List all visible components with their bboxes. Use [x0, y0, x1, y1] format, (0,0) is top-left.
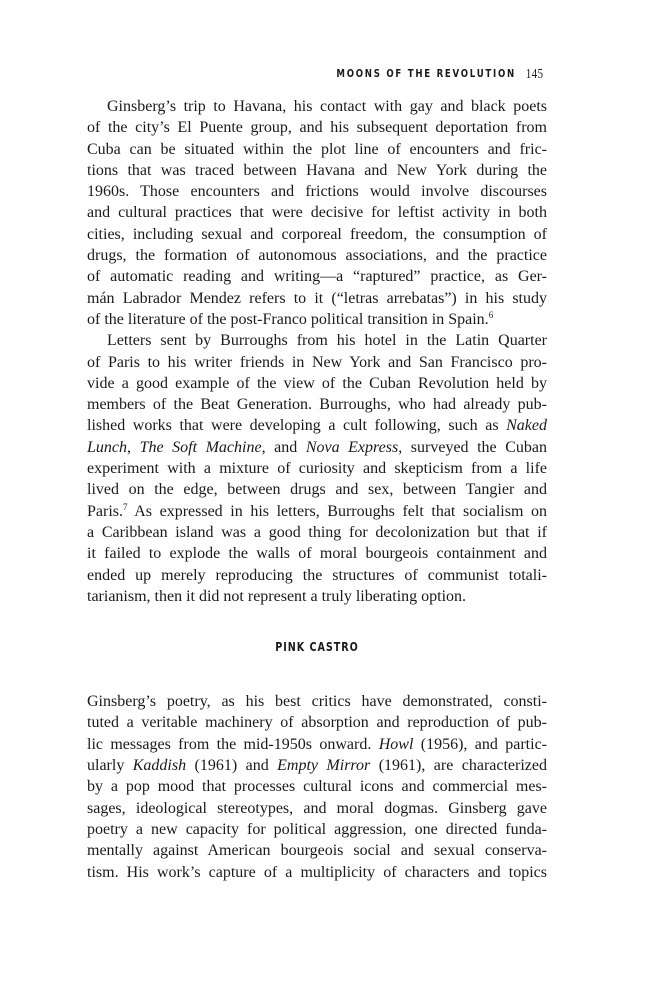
text-line — [87, 437, 547, 458]
italic-title: The Soft Machine — [139, 438, 262, 456]
text-line: Ginsberg’s trip to Havana, his contact with gay and black poets — [107, 98, 547, 115]
text-run: (1961) and — [186, 757, 278, 775]
text-line: by a pop mood that processes cultural icons and commercial mes- — [87, 778, 547, 796]
text-line — [87, 501, 547, 522]
text-run: , — [127, 438, 140, 456]
text-line: sages, ideological stereotypes, and moral dogmas. Ginsberg gave — [87, 799, 547, 817]
text-line: lived on the edge, between drugs and sex, between Tangier and — [87, 481, 547, 499]
text-line: mentally against American bourgeois social and sexual conserva- — [87, 842, 547, 860]
text-line: a Caribbean island was a good thing for decolonization but that if — [87, 523, 547, 541]
text-run: of the literature of the post-Franco political transition in Spain. — [87, 310, 489, 328]
text-line: Letters sent by Burroughs from his hotel in the Latin Quarter — [107, 332, 547, 350]
text-line: tism. His work’s capture of a multiplicity of characters and topics — [87, 863, 547, 881]
paragraph-3 — [87, 691, 547, 883]
italic-title: Nova Express — [305, 438, 399, 456]
text-line: tions that was traced between Havana and New York during the — [87, 161, 547, 179]
text-run: Paris. — [87, 502, 123, 520]
text-line — [87, 734, 547, 755]
text-line: vide a good example of the view of the Cuban Revolution held by — [87, 374, 547, 392]
text-line: mán Labrador Mendez refers to it (“letras arrebatas”) in his study — [87, 289, 547, 307]
italic-title: Empty Mirror — [277, 757, 371, 775]
text-line: poetry a new capacity for political aggression, one directed funda- — [87, 820, 547, 838]
footnote-ref-7: 7 — [123, 501, 128, 512]
text-line — [87, 415, 547, 436]
text-run: As expressed in his letters, Burroughs felt that socialism on — [127, 502, 547, 520]
page-number: 145 — [525, 66, 543, 81]
text-run: (1956), and partic- — [413, 735, 548, 753]
text-line: of Paris to his writer friends in New York and San Francisco pro- — [87, 353, 547, 371]
italic-title: Naked — [506, 417, 547, 435]
text-run: lic messages from the mid-1950s onward. — [87, 735, 379, 753]
text-line: drugs, the formation of autonomous associations, and the practice — [87, 247, 547, 265]
italic-title: Kaddish — [132, 757, 187, 775]
text-run: ularly — [87, 757, 133, 775]
section-heading: PINK CASTRO — [275, 640, 359, 655]
text-line: 1960s. Those encounters and frictions would involve discourses — [87, 183, 547, 201]
text-line: tarianism, then it did not represent a truly liberating option. — [87, 587, 467, 605]
text-line: members of the Beat Generation. Burroughs, who had already pub- — [87, 396, 547, 414]
text-line: Ginsberg’s poetry, as his best critics have demonstrated, consti- — [87, 693, 547, 711]
text-line: experiment with a mixture of curiosity and skepticism from a life — [87, 460, 547, 478]
section-spacer — [87, 657, 547, 691]
text-run: lished works that were developing a cult following, such as — [87, 417, 507, 435]
running-head-title: MOONS OF THE REVOLUTION — [336, 68, 516, 80]
footnote-ref-6: 6 — [488, 309, 494, 320]
text-line: ended up merely reproducing the structures of communist totali- — [87, 566, 547, 584]
italic-title: Lunch — [87, 438, 127, 456]
text-line: tuted a veritable machinery of absorption and reproduction of pub- — [87, 714, 547, 732]
text-line: Cuba can be situated within the plot line of encounters and fric- — [87, 140, 547, 158]
text-run: , and — [261, 438, 306, 456]
text-line: of the city’s El Puente group, and his subsequent deportation from — [87, 119, 547, 137]
text-line: it failed to explode the walls of moral bourgeois containment and — [87, 545, 547, 563]
text-line — [87, 755, 547, 776]
text-line — [87, 309, 547, 330]
italic-title: Howl — [378, 735, 414, 753]
text-line: of automatic reading and writing—a “raptured” practice, as Ger- — [87, 268, 547, 286]
text-run: , surveyed the Cuban — [398, 438, 547, 456]
section-spacer — [87, 607, 547, 637]
text-run: (1961), are characterized — [370, 757, 547, 775]
text-line: cities, including sexual and corporeal freedom, the consumption of — [87, 225, 547, 243]
text-line: and cultural practices that were decisive for leftist activity in both — [87, 204, 547, 222]
paragraph-1 — [87, 96, 547, 330]
paragraph-2 — [87, 330, 547, 607]
running-head — [336, 66, 543, 82]
body-text — [87, 96, 547, 883]
